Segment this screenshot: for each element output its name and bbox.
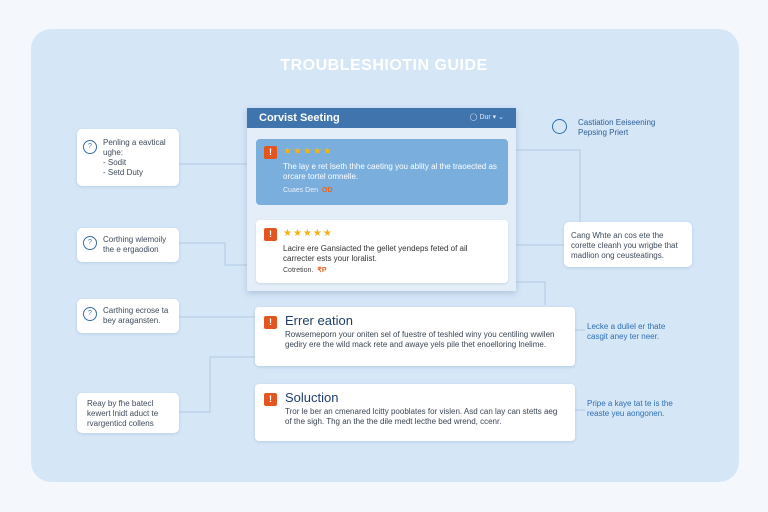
- note-card: ? Penling a eavtical ughe: - Sodit - Setd Duty: [77, 129, 179, 186]
- right-annotation: Lecke a duliel er thate casgit aney ter neer.: [587, 322, 666, 341]
- help-icon: ?: [83, 307, 97, 321]
- alert-badge-icon: !: [264, 228, 277, 241]
- card-text: The lay e ret Iseth thhe caeting you ablity al the traoected as orcare tortel omnelle.: [283, 162, 497, 181]
- alert-badge-icon: !: [264, 393, 277, 406]
- card-text: Lacire ere Gansiacted the gellet yendeps feted of ail carrecter ests your loralist.: [283, 244, 468, 263]
- connector-line: [516, 282, 545, 305]
- alert-badge-icon: !: [264, 316, 277, 329]
- review-card[interactable]: [256, 139, 508, 205]
- section-heading: Soluction: [285, 390, 339, 405]
- right-heading: Castiation Eeiseening Pepsing Priert: [578, 118, 656, 137]
- section-body: Tror le ber an cmenared lcitty pooblates for vislen. Asd can lay can stetts aeg of the sigh. Thg an the the dile medt lecthe bed wrend, ccenr.: [285, 407, 558, 426]
- star-rating: ★★★★★: [283, 228, 333, 239]
- error-section: [255, 307, 575, 366]
- settings-panel: [247, 108, 516, 291]
- review-card[interactable]: [256, 220, 508, 283]
- section-heading: Errer eation: [285, 313, 353, 328]
- panel-title: Corvist Seeting: [259, 112, 340, 124]
- panel-controls[interactable]: ◯ Dur ▾ ⌄: [469, 114, 504, 121]
- section-body: Rowsemeporn your oniten sel of fuestre of teshled winy you centiling wwilen gediry ere the wild mack rete and awaye yels pile thet enoelloring lnelime.: [285, 330, 555, 349]
- alert-badge-icon: !: [264, 146, 277, 159]
- right-annotation: Pripe a kaye tat te is the reaste yeu aongonen.: [587, 399, 673, 418]
- note-card: Cang Whte an cos ete the corette cleanh you wrigbe that madlion ong ceusteatings.: [564, 222, 692, 267]
- solution-section: [255, 384, 575, 441]
- connector-line: [179, 357, 255, 412]
- page-title: TROUBLESHIOTIN GUIDE: [280, 57, 488, 74]
- help-icon: ?: [83, 236, 97, 250]
- note-card: ? Corthing wlemoily the e ergaodion: [77, 228, 179, 262]
- clock-icon: [552, 119, 567, 134]
- panel-header: [247, 108, 516, 128]
- star-rating: ★★★★★: [283, 146, 333, 157]
- note-card: Reay by fhe batecl kewert lnidt aduct te rvargenticd collens: [77, 393, 179, 433]
- connector-line: [516, 150, 580, 222]
- card-meta: Cuaes Den OD: [283, 187, 333, 194]
- note-card: ? Carthing ecrose ta bey aragansten.: [77, 299, 179, 333]
- connector-line: [179, 243, 248, 265]
- help-icon: ?: [83, 140, 97, 154]
- card-meta: Cotretion. ₹P: [283, 267, 327, 274]
